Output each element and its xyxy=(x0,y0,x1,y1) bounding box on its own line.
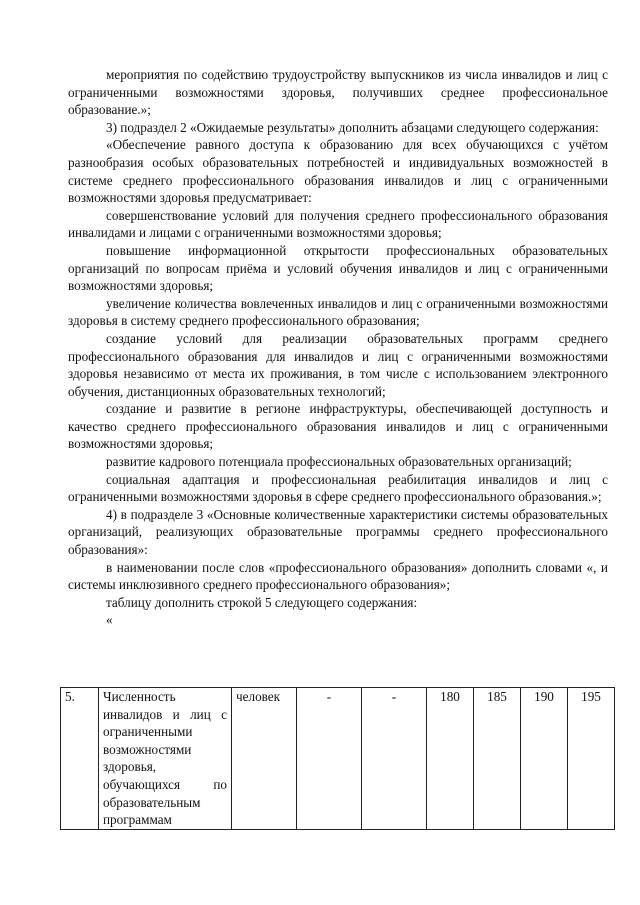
value-cell-5: 190 xyxy=(521,688,568,830)
indicator-table xyxy=(60,687,615,830)
paragraph-11: 4) в подразделе 3 «Основные количественные характеристики системы образовательных организаций, реализующих образовательные программы среднего профессионального образования»: xyxy=(68,506,608,558)
value-cell-1: - xyxy=(297,688,362,830)
paragraph-10: социальная адаптация и профессиональная реабилитация инвалидов и лиц с ограниченными возможностями здоровья в сфере среднего профессионального образования.»; xyxy=(68,471,608,505)
value-cell-2: - xyxy=(362,688,427,830)
paragraph-8: создание и развитие в регионе инфраструктуры, обеспечивающей доступность и качество среднего профессионального образования инвалидов и лиц с ограниченными возможностями здоровья; xyxy=(68,401,608,452)
paragraph-2: 3) подраздел 2 «Ожидаемые результаты» дополнить абзацами следующего содержания: xyxy=(106,119,599,135)
row-number: 5. xyxy=(61,688,99,830)
opening-quote: « xyxy=(106,612,113,628)
unit-cell: человек xyxy=(232,688,297,830)
value-cell-3: 180 xyxy=(427,688,474,830)
paragraph-4: совершенствование условий для получения среднего профессионального образования инвалидами и лицами с ограниченными возможностями здоровья; xyxy=(68,207,608,241)
paragraph-7: создание условий для реализации образовательных программ среднего профессионального образования для инвалидов и лиц с ограниченными возможностями здоровья независимо от места их проживания, в том числе с использованием электронного обучения, дистанционных образовательных технологий; xyxy=(68,330,608,399)
table-row xyxy=(61,688,615,830)
document-body xyxy=(68,66,608,629)
paragraph-5: повышение информационной открытости профессиональных образовательных организаций по вопросам приёма и условий обучения инвалидов и лиц с ограниченными возможностями здоровья; xyxy=(68,242,608,294)
paragraph-1: мероприятия по содействию трудоустройству выпускников из числа инвалидов и лиц с ограниченными возможностями здоровья, получивших среднее профессиональное образование.»; xyxy=(68,67,608,118)
paragraph-3: «Обеспечение равного доступа к образованию для всех обучающихся с учётом разнообразия особых образовательных потребностей и индивидуальных возможностей в системе среднего профессионального образования инвалидов и лиц с ограниченными возможностями здоровья предусматривает: xyxy=(68,137,608,206)
paragraph-12: в наименовании после слов «профессионального образования» дополнить словами «, и системы инклюзивного среднего профессионального образования»; xyxy=(68,559,608,593)
value-cell-4: 185 xyxy=(474,688,521,830)
indicator-name: Численность инвалидов и лиц с ограниченными возможностями здоровья, обучающихся по образовательным программам xyxy=(99,688,232,830)
paragraph-13: таблицу дополнить строкой 5 следующего содержания: xyxy=(106,594,418,610)
paragraph-9: развитие кадрового потенциала профессиональных образовательных организаций; xyxy=(106,454,572,470)
paragraph-6: увеличение количества вовлеченных инвалидов и лиц с ограниченными возможностями здоровья в систему среднего профессионального образования; xyxy=(68,295,608,329)
value-cell-6: 195 xyxy=(568,688,615,830)
